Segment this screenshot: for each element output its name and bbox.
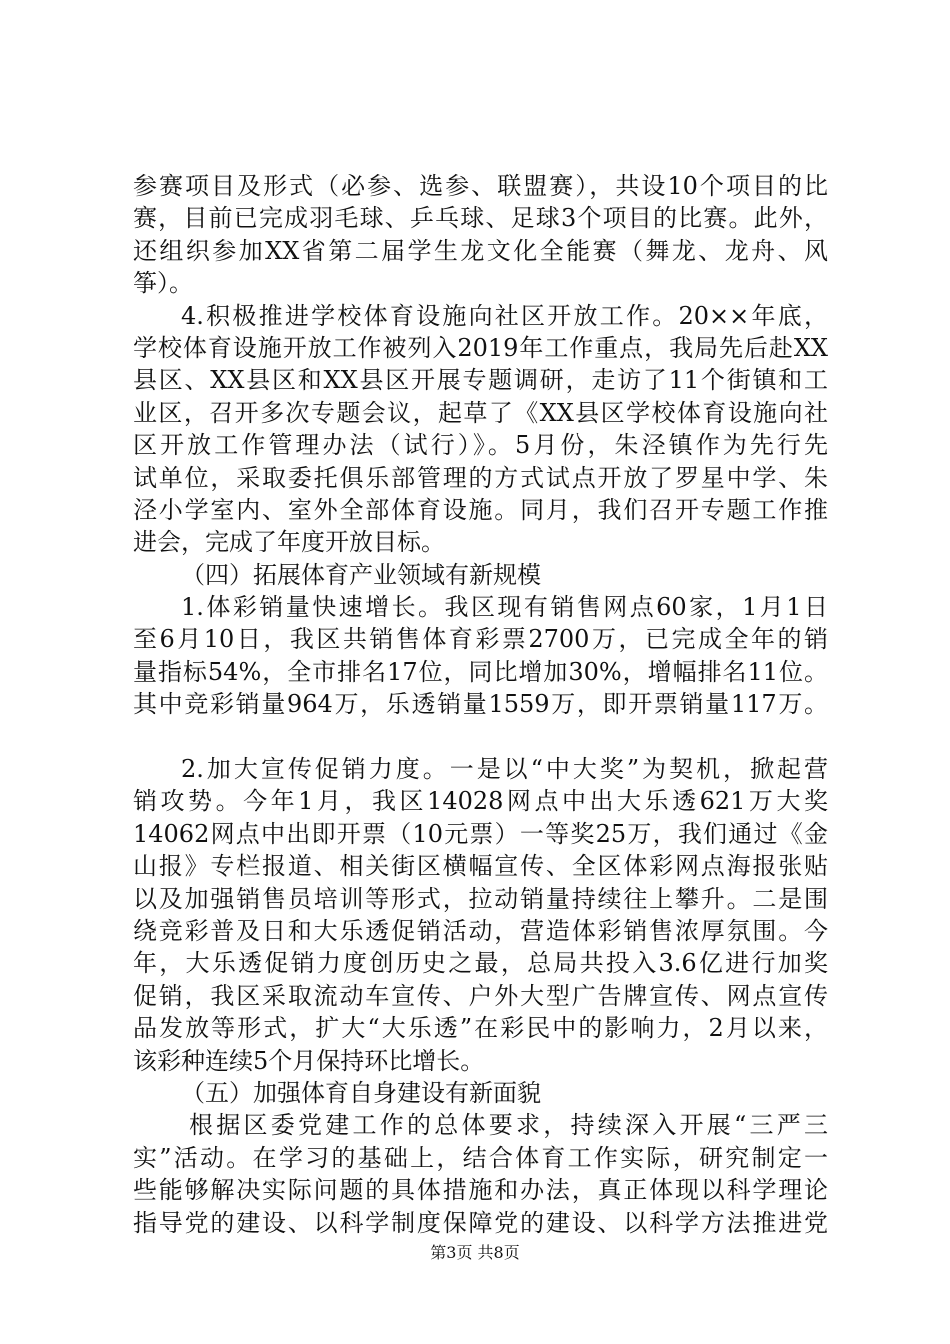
text-line: 销攻势。今年1月，我区14028网点中出大乐透621万大奖 [133,787,828,816]
blank-line [133,721,828,753]
text-line: 业区，召开多次专题会议，起草了《XX县区学校体育设施向社 [133,398,828,427]
text-line: 量指标54%，全市排名17位，同比增加30%，增幅排名11位。 [133,657,828,686]
text-line: 还组织参加XX省第二届学生龙文化全能赛（舞龙、龙舟、风 [133,236,828,265]
text-line: 实”活动。在学习的基础上，结合体育工作实际，研究制定一 [133,1143,828,1172]
section-heading: （五）加强体育自身建设有新面貌 [181,1078,541,1107]
paragraph-start-line: 2.加大宣传促销力度。一是以“中大奖”为契机，掀起营 [181,755,828,784]
document-body [133,170,828,1239]
text-line: 至6月10日，我区共销售体育彩票2700万，已完成全年的销 [133,625,828,654]
text-line: 试单位，采取委托俱乐部管理的方式试点开放了罗星中学、朱 [133,463,828,492]
paragraph-start-line: 根据区委党建工作的总体要求，持续深入开展“三严三 [189,1111,828,1140]
text-line: 参赛项目及形式（必参、选参、联盟赛），共设10个项目的比 [133,172,828,200]
text-line: 筝）。 [133,269,193,298]
text-line: 14062网点中出即开票（10元票）一等奖25万，我们通过《金 [133,819,828,848]
text-line: 促销，我区采取流动车宣传、户外大型广告牌宣传、网点宣传 [133,981,828,1010]
text-line: 年，大乐透促销力度创历史之最，总局共投入3.6亿进行加奖 [133,949,828,978]
text-line: 区开放工作管理办法（试行）》。5月份，朱泾镇作为先行先 [133,431,828,460]
text-line: 赛，目前已完成羽毛球、乒乓球、足球3个项目的比赛。此外， [133,204,828,233]
paragraph-start-line: 4.积极推进学校体育设施向社区开放工作。20××年底， [181,301,828,330]
text-line: 些能够解决实际问题的具体措施和办法，真正体现以科学理论 [133,1176,828,1205]
text-line: 县区、XX县区和XX县区开展专题调研，走访了11个街镇和工 [133,366,828,395]
section-heading: （四）拓展体育产业领域有新规模 [181,560,541,589]
text-line: 学校体育设施开放工作被列入2019年工作重点，我局先后赴XX [133,333,828,362]
page-number-footer: 第3页 共8页 [430,1243,520,1262]
text-line: 泾小学室内、室外全部体育设施。同月，我们召开专题工作推 [133,495,828,524]
text-line: 进会，完成了年度开放目标。 [133,528,445,557]
text-line: 指导党的建设、以科学制度保障党的建设、以科学方法推进党 [133,1208,828,1237]
text-line: 以及加强销售员培训等形式，拉动销量持续往上攀升。二是围 [133,884,828,913]
text-line: 绕竞彩普及日和大乐透促销活动，营造体彩销售浓厚氛围。今 [133,916,828,945]
text-line: 品发放等形式，扩大“大乐透”在彩民中的影响力，2月以来， [133,1014,828,1043]
paragraph-start-line: 1.体彩销量快速增长。我区现有销售网点60家，1月1日 [181,593,828,622]
text-line: 其中竞彩销量964万，乐透销量1559万，即开票销量117万。 [133,690,828,719]
text-line: 山报》专栏报道、相关街区横幅宣传、全区体彩网点海报张贴 [133,852,828,881]
text-line: 该彩种连续5个月保持环比增长。 [133,1046,485,1075]
